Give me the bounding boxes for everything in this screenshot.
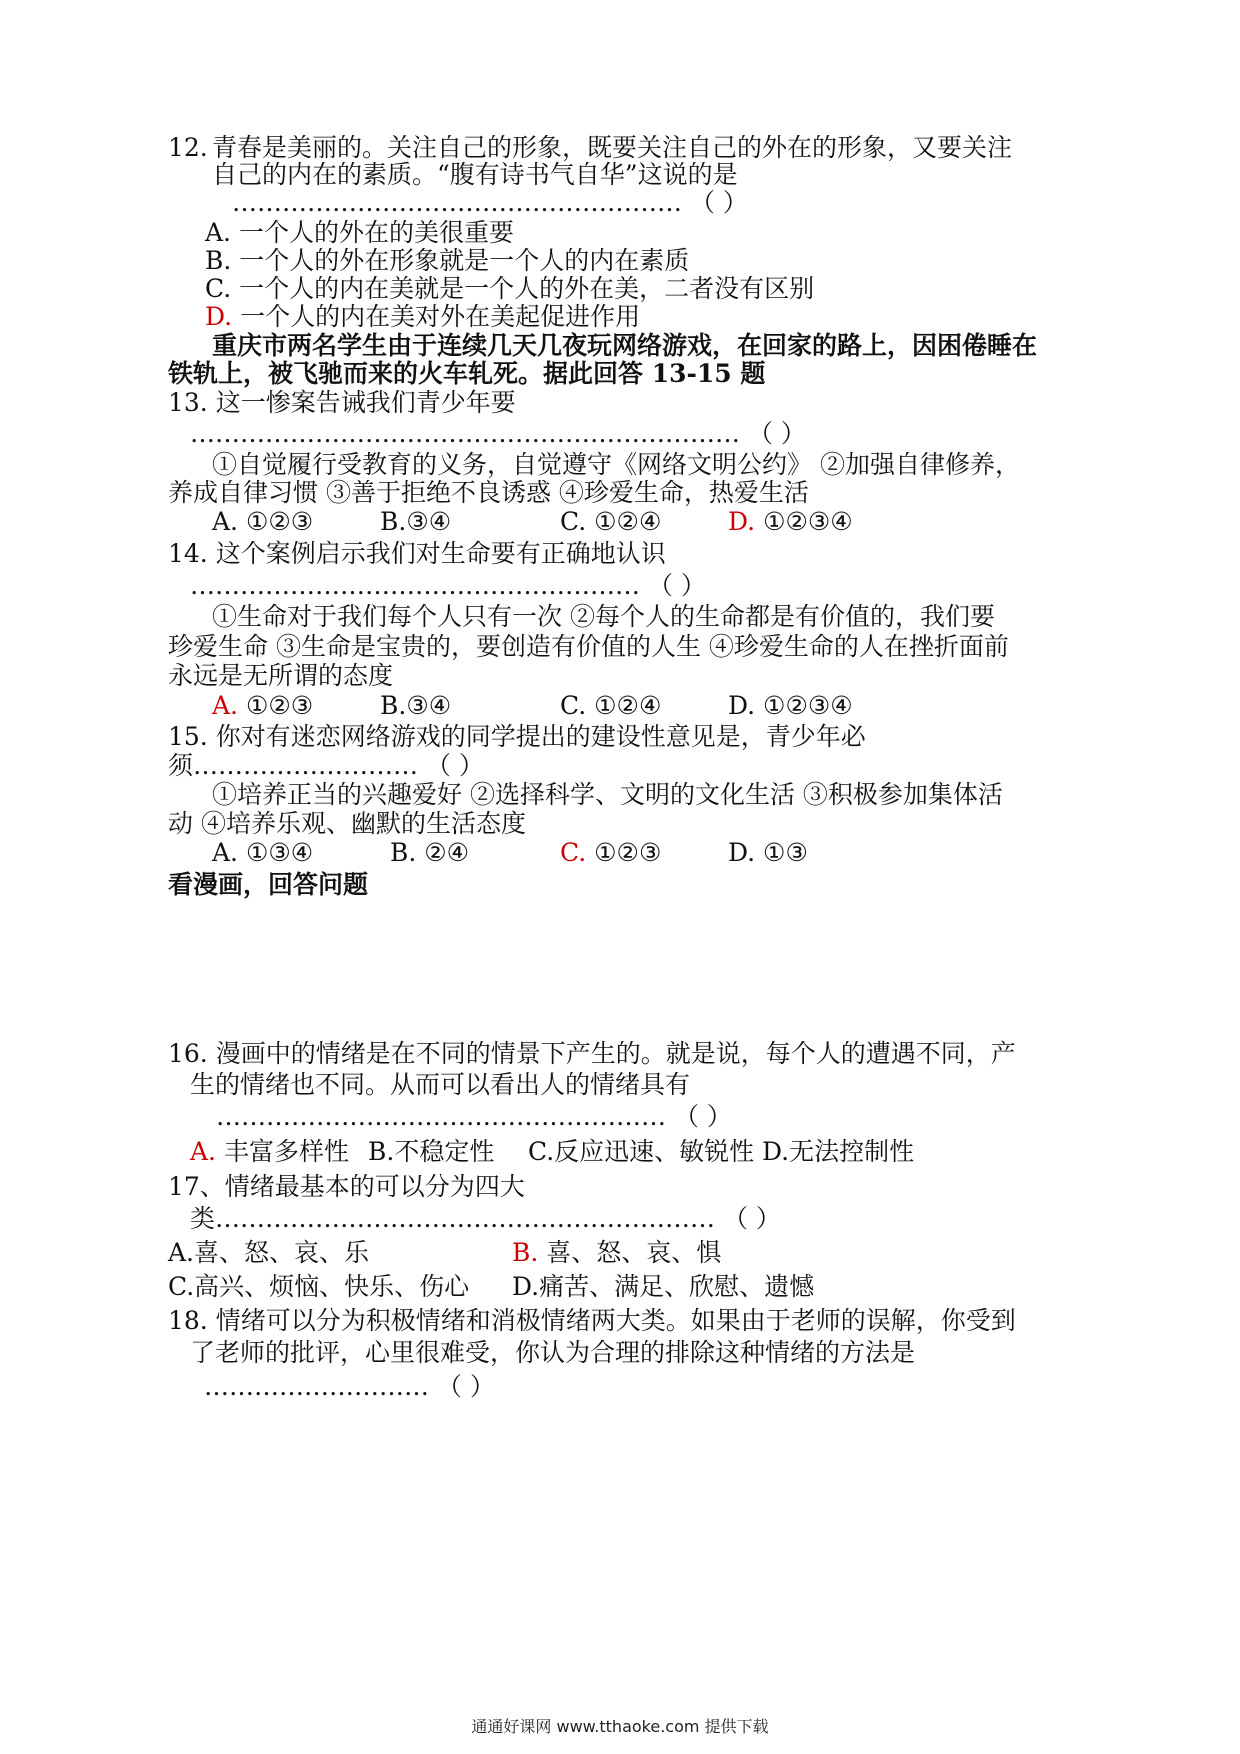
q17-option-c: C.高兴、烦恼、快乐、伤心 bbox=[168, 1272, 470, 1301]
q16-answer-blank: ……………………………………………… （ ） bbox=[216, 1102, 732, 1131]
q15-option-c-text: ①②③ bbox=[594, 838, 662, 867]
q16-stem-line1: 16. 漫画中的情绪是在不同的情景下产生的。就是说，每个人的遭遇不同，产 bbox=[168, 1039, 1016, 1068]
q12-option-c-key: C. bbox=[205, 274, 232, 303]
q14-items-line1: ①生命对于我们每个人只有一次 ②每个人的生命都是有价值的，我们要 bbox=[212, 602, 995, 631]
q12-stem-line1: 青春是美丽的。关注自己的形象，既要关注自己的外在的形象，又要关注 bbox=[212, 133, 1013, 162]
q17-option-b bbox=[512, 1236, 721, 1270]
q12-option-d-key: D. bbox=[205, 302, 233, 331]
q18-stem-line2: 了老师的批评，心里很难受，你认为合理的排除这种情绪的方法是 bbox=[190, 1338, 916, 1367]
q13-answer-blank: ………………………………………………………… （ ） bbox=[190, 419, 806, 448]
q15-stem-line2: 须……………………… （ ） bbox=[168, 751, 484, 780]
q12-number: 12. bbox=[168, 133, 208, 162]
passage-line1: 重庆市两名学生由于连续几天几夜玩网络游戏，在回家的路上，因困倦睡在 bbox=[212, 331, 1038, 360]
cartoon-heading: 看漫画，回答问题 bbox=[168, 870, 369, 899]
q13-option-d bbox=[728, 505, 853, 539]
passage-line2: 铁轨上，被飞驰而来的火车轧死。据此回答 13-15 题 bbox=[168, 359, 766, 388]
q13-option-a: A. ①②③ bbox=[212, 507, 314, 536]
q14-option-d: D. ①②③④ bbox=[728, 691, 853, 720]
q15-stem-line1: 15. 你对有迷恋网络游戏的同学提出的建设性意见是，青少年必 bbox=[168, 722, 866, 751]
q17-option-a: A.喜、怒、哀、乐 bbox=[168, 1238, 370, 1267]
q17-option-b-text: 喜、怒、哀、惧 bbox=[546, 1238, 722, 1267]
q17-option-d: D.痛苦、满足、欣慰、遗憾 bbox=[512, 1272, 815, 1301]
q17-stem-line1: 17、情绪最基本的可以分为四大 bbox=[168, 1172, 525, 1201]
q18-stem-line1: 18. 情绪可以分为积极情绪和消极情绪两大类。如果由于老师的误解，你受到 bbox=[168, 1306, 1016, 1335]
q13-option-d-text: ①②③④ bbox=[763, 507, 853, 536]
q16-stem-line2: 生的情绪也不同。从而可以看出人的情绪具有 bbox=[190, 1070, 691, 1099]
q15-option-a: A. ①③④ bbox=[212, 838, 314, 867]
q16-option-a bbox=[190, 1135, 349, 1169]
q14-option-a bbox=[212, 689, 313, 723]
q15-option-c-key: C. bbox=[560, 838, 587, 867]
q14-answer-blank: ……………………………………………… （ ） bbox=[190, 571, 706, 600]
q12-stem-line2: 自己的内在的素质。“腹有诗书气自华”这说的是 bbox=[212, 160, 738, 189]
q14-items-line2: 珍爱生命 ③生命是宝贵的，要创造有价值的人生 ④珍爱生命的人在挫折面前 bbox=[168, 632, 1009, 661]
q14-option-a-key: A. bbox=[212, 691, 239, 720]
q16-option-a-text: 丰富多样性 bbox=[223, 1137, 349, 1166]
page-footer: 通通好课网 www.tthaoke.com 提供下载 bbox=[471, 1717, 769, 1736]
q13-option-c: C. ①②④ bbox=[560, 507, 662, 536]
q13-stem: 13. 这一惨案告诫我们青少年要 bbox=[168, 388, 516, 417]
q18-answer-blank: ……………………… （ ） bbox=[204, 1372, 495, 1401]
q15-items-line1: ①培养正当的兴趣爱好 ②选择科学、文明的文化生活 ③积极参加集体活 bbox=[212, 780, 1003, 809]
q12-option-a-key: A. bbox=[205, 218, 232, 247]
q14-option-b: B.③④ bbox=[380, 691, 452, 720]
q14-option-c: C. ①②④ bbox=[560, 691, 662, 720]
q14-items-line3: 永远是无所谓的态度 bbox=[168, 661, 394, 690]
q16-option-b: B.不稳定性 bbox=[368, 1137, 495, 1166]
q15-option-b: B. ②④ bbox=[390, 838, 470, 867]
q12-option-b-key: B. bbox=[205, 246, 232, 275]
q14-stem: 14. 这个案例启示我们对生命要有正确地认识 bbox=[168, 539, 666, 568]
q15-items-line2: 动 ④培养乐观、幽默的生活态度 bbox=[168, 809, 526, 838]
q14-option-a-text: ①②③ bbox=[245, 691, 314, 720]
q12-option-a-text: 一个人的外在的美很重要 bbox=[238, 218, 514, 247]
q13-option-b: B.③④ bbox=[380, 507, 452, 536]
q16-option-c: C.反应迅速、敏锐性 bbox=[528, 1137, 755, 1166]
q17-option-b-key: B. bbox=[512, 1238, 539, 1267]
q16-option-d: D.无法控制性 bbox=[762, 1137, 915, 1166]
q15-option-d: D. ①③ bbox=[728, 838, 808, 867]
q12-answer-blank: ……………………………………………… （ ） bbox=[232, 188, 748, 217]
q16-option-a-key: A. bbox=[190, 1137, 217, 1166]
q12-option-c-text: 一个人的内在美就是一个人的外在美，二者没有区别 bbox=[239, 274, 815, 303]
q17-stem-line2: 类…………………………………………………… （ ） bbox=[190, 1204, 781, 1233]
q13-items-line1: ①自觉履行受教育的义务，自觉遵守《网络文明公约》 ②加强自律修养， bbox=[212, 450, 1020, 479]
q12-option-d-text: 一个人的内在美对外在美起促进作用 bbox=[240, 302, 641, 331]
q12-option-b-text: 一个人的外在形象就是一个人的内在素质 bbox=[239, 246, 690, 275]
q15-option-c bbox=[560, 836, 661, 870]
q13-items-line2: 养成自律习惯 ③善于拒绝不良诱惑 ④珍爱生命，热爱生活 bbox=[168, 478, 809, 507]
q13-option-d-key: D. bbox=[728, 507, 756, 536]
